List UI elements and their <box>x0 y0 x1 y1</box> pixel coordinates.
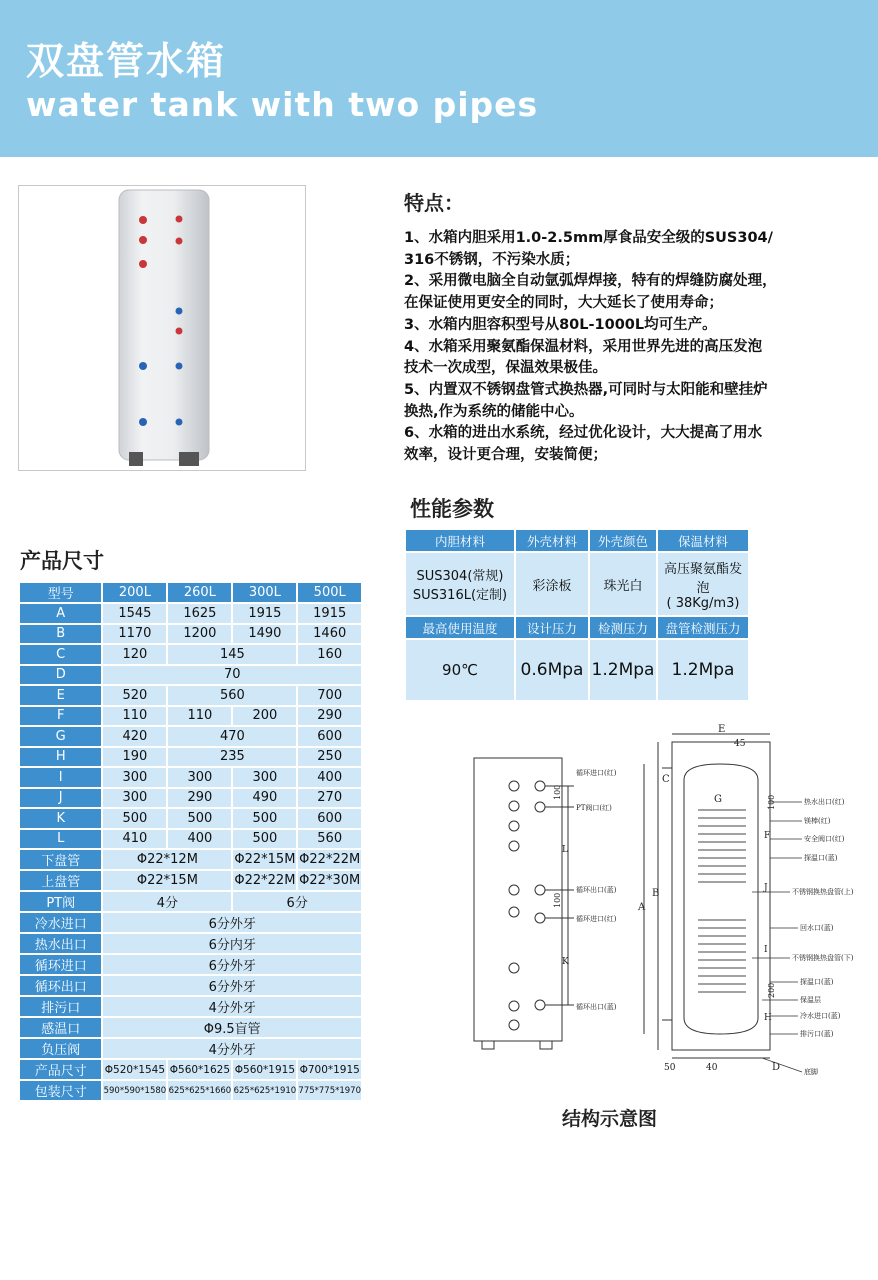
header-banner <box>0 0 878 157</box>
dim-H: H <box>764 1013 772 1023</box>
structure-diagram <box>462 720 872 1082</box>
table-row <box>19 996 362 1017</box>
table-cell: 500 <box>167 808 232 829</box>
table-header-cell: 500L <box>297 582 362 603</box>
inner-material-a: SUS304(常规) <box>416 569 504 584</box>
table-cell: 235 <box>167 747 297 768</box>
table-row <box>19 1080 362 1101</box>
table-cell: 700 <box>297 685 362 706</box>
table-row <box>19 726 362 747</box>
table-cell: 625*625*1660 <box>167 1080 232 1101</box>
row-label: J <box>19 788 102 809</box>
row-label: 负压阀 <box>19 1038 102 1059</box>
table-row <box>19 788 362 809</box>
table-header-cell: 内胆材料 <box>405 529 515 552</box>
table-header-cell: 盘管检测压力 <box>657 616 749 639</box>
leader-lines <box>752 802 802 1072</box>
row-label: 循环出口 <box>19 975 102 996</box>
table-cell: 6分外牙 <box>102 954 362 975</box>
table-header-cell: 200L <box>102 582 167 603</box>
table-cell: 1.2Mpa <box>657 639 749 701</box>
row-label: 下盘管 <box>19 849 102 870</box>
feature-line: 3、水箱内胆容积型号从80L-1000L均可生产。 <box>404 316 717 333</box>
table-cell: 90℃ <box>405 639 515 701</box>
table-cell: 190 <box>102 747 167 768</box>
table-cell: 4分 <box>102 891 232 912</box>
label-foot: 底脚 <box>804 1068 818 1076</box>
table-cell: Φ700*1915 <box>297 1059 362 1080</box>
dim-40: 40 <box>706 1063 718 1073</box>
table-row <box>19 685 362 706</box>
table-row <box>19 829 362 850</box>
table-cell: 470 <box>167 726 297 747</box>
performance-row <box>405 552 749 616</box>
table-header-cell: 外壳颜色 <box>589 529 657 552</box>
table-cell: 400 <box>297 767 362 788</box>
feature-line: 316不锈钢，不污染水质； <box>404 251 580 268</box>
table-cell: Φ9.5盲管 <box>102 1017 362 1038</box>
dim-C-top: C <box>662 774 670 785</box>
table-cell: Φ560*1915 <box>232 1059 297 1080</box>
table-row <box>19 665 362 686</box>
table-cell: 6分外牙 <box>102 912 362 933</box>
table-cell: 6分 <box>232 891 362 912</box>
table-row <box>19 767 362 788</box>
table-cell: Φ22*30M <box>297 870 362 891</box>
table-cell: 70 <box>102 665 362 686</box>
label-return: 回水口(蓝) <box>800 924 834 932</box>
insulation-a: 高压聚氨酯发泡 <box>663 561 742 596</box>
row-label: 冷水进口 <box>19 912 102 933</box>
label-hot-out: 热水出口(红) <box>804 798 845 806</box>
table-cell: Φ22*15M <box>102 870 232 891</box>
feature-line: 6、水箱的进出水系统，经过优化设计，大大提高了用水 <box>404 425 763 442</box>
table-cell: 0.6Mpa <box>515 639 589 701</box>
row-label: I <box>19 767 102 788</box>
feature-line: 1、水箱内胆采用1.0-2.5mm厚食品安全级的SUS304/ <box>404 230 773 246</box>
table-cell: 4分外牙 <box>102 1038 362 1059</box>
row-label: A <box>19 603 102 624</box>
label-circ-in-1: 循环进口(红) <box>576 769 617 777</box>
table-row <box>19 933 362 954</box>
row-label: L <box>19 829 102 850</box>
table-cell: 1915 <box>297 603 362 624</box>
page-title-en: water tank with two pipes <box>26 85 539 124</box>
table-cell: 490 <box>232 788 297 809</box>
table-row <box>19 1038 362 1059</box>
table-cell: 1200 <box>167 624 232 645</box>
inner-material-b: SUS316L(定制) <box>412 588 508 603</box>
table-cell: 珠光白 <box>589 552 657 616</box>
table-header-cell: 外壳材料 <box>515 529 589 552</box>
dim-L: L <box>562 845 568 855</box>
row-label: 包装尺寸 <box>19 1080 102 1101</box>
table-cell: 500 <box>232 829 297 850</box>
row-label: E <box>19 685 102 706</box>
feature-line: 2、采用微电脑全自动氩弧焊焊接，特有的焊缝防腐处理， <box>404 273 777 290</box>
table-cell: 290 <box>167 788 232 809</box>
table-header-cell: 300L <box>232 582 297 603</box>
page-title-cn: 双盘管水箱 <box>26 39 227 83</box>
table-cell: 775*775*1970 <box>297 1080 362 1101</box>
table-cell: Φ22*22M <box>232 870 297 891</box>
table-cell: 6分内牙 <box>102 933 362 954</box>
performance-header-row <box>405 529 749 552</box>
table-header-row <box>19 582 362 603</box>
table-cell: 560 <box>167 685 297 706</box>
table-cell: 300 <box>167 767 232 788</box>
feature-line: 5、内置双不锈钢盘管式换热器,可同时与太阳能和壁挂炉 <box>404 381 768 398</box>
table-row <box>19 849 362 870</box>
row-label: B <box>19 624 102 645</box>
table-cell: 4分外牙 <box>102 996 362 1017</box>
dim-I: I <box>764 945 768 955</box>
label-insulation: 保温层 <box>800 996 821 1004</box>
table-cell: 270 <box>297 788 362 809</box>
performance-table <box>404 528 750 702</box>
feature-line: 技术一次成型，保温效果极佳。 <box>404 360 607 377</box>
label-sensor-1: 探温口(蓝) <box>804 854 838 862</box>
row-label: 上盘管 <box>19 870 102 891</box>
features-title: 特点： <box>404 191 464 215</box>
dim-K: K <box>562 957 569 967</box>
label-cold-in: 冷水进口(蓝) <box>800 1012 841 1020</box>
table-cell: 410 <box>102 829 167 850</box>
label-safety-valve: 安全阀口(红) <box>804 835 845 843</box>
table-cell: 145 <box>167 644 297 665</box>
dim-J: J <box>764 883 768 893</box>
row-label: G <box>19 726 102 747</box>
upper-coil <box>698 810 746 882</box>
label-circ-out-1: 循环出口(蓝) <box>576 886 617 894</box>
dim-100-a: 100 <box>553 784 562 800</box>
table-cell: 600 <box>297 808 362 829</box>
table-cell: 110 <box>102 706 167 727</box>
row-label: 循环进口 <box>19 954 102 975</box>
table-row <box>19 891 362 912</box>
product-photo-frame <box>18 185 306 471</box>
table-cell: 1460 <box>297 624 362 645</box>
table-row <box>19 706 362 727</box>
label-drain: 排污口(蓝) <box>800 1030 834 1038</box>
table-row <box>19 975 362 996</box>
table-cell: 1.2Mpa <box>589 639 657 701</box>
label-lower-coil: 不锈钢换热盘管(下) <box>792 954 854 962</box>
label-pt-valve: PT阀口(红) <box>576 804 612 812</box>
table-cell <box>657 552 749 616</box>
dim-45: 45 <box>734 739 746 749</box>
table-cell: 1915 <box>232 603 297 624</box>
performance-title: 性能参数 <box>410 497 494 521</box>
table-cell: 500 <box>102 808 167 829</box>
table-cell: 300 <box>102 788 167 809</box>
table-cell: Φ22*15M <box>232 849 297 870</box>
label-mg-rod: 镁棒(红) <box>804 817 831 825</box>
table-cell: 300 <box>102 767 167 788</box>
table-cell: 560 <box>297 829 362 850</box>
table-cell: 彩涂板 <box>515 552 589 616</box>
table-row <box>19 747 362 768</box>
table-cell: 500 <box>232 808 297 829</box>
table-cell: 120 <box>102 644 167 665</box>
performance-row <box>405 639 749 701</box>
water-tank-photo <box>19 186 305 470</box>
table-cell: 200 <box>232 706 297 727</box>
table-row <box>19 954 362 975</box>
sizes-title: 产品尺寸 <box>20 549 104 573</box>
feature-line: 4、水箱采用聚氨酯保温材料，采用世界先进的高压发泡 <box>404 338 763 355</box>
table-header-cell: 型号 <box>19 582 102 603</box>
table-cell: 520 <box>102 685 167 706</box>
dim-100-b: 100 <box>553 892 562 908</box>
table-cell <box>405 552 515 616</box>
table-row <box>19 644 362 665</box>
table-cell: Φ520*1545 <box>102 1059 167 1080</box>
table-cell: 1625 <box>167 603 232 624</box>
label-sensor-2: 探温口(蓝) <box>800 978 834 986</box>
table-cell: 110 <box>167 706 232 727</box>
row-label: 感温口 <box>19 1017 102 1038</box>
table-header-cell: 设计压力 <box>515 616 589 639</box>
row-label: C <box>19 644 102 665</box>
table-row <box>19 912 362 933</box>
label-circ-out-2: 循环出口(蓝) <box>576 1003 617 1011</box>
table-cell: 420 <box>102 726 167 747</box>
table-cell: 290 <box>297 706 362 727</box>
row-label: 排污口 <box>19 996 102 1017</box>
dim-A: A <box>638 902 646 913</box>
row-label: F <box>19 706 102 727</box>
table-row <box>19 603 362 624</box>
dim-100-c: 100 <box>767 794 776 810</box>
table-row <box>19 1059 362 1080</box>
table-header-cell: 260L <box>167 582 232 603</box>
dim-D: D <box>772 1062 781 1073</box>
table-row <box>19 1017 362 1038</box>
table-cell: 590*590*1580 <box>102 1080 167 1101</box>
row-label: 热水出口 <box>19 933 102 954</box>
row-label: K <box>19 808 102 829</box>
feature-line: 在保证使用更安全的同时，大大延长了使用寿命； <box>404 295 723 312</box>
table-cell: Φ22*22M <box>297 849 362 870</box>
table-row <box>19 624 362 645</box>
table-cell: 160 <box>297 644 362 665</box>
table-cell: 6分外牙 <box>102 975 362 996</box>
row-label: PT阀 <box>19 891 102 912</box>
dim-B: B <box>652 888 660 899</box>
table-cell: 1170 <box>102 624 167 645</box>
dim-E: E <box>718 724 726 735</box>
table-row <box>19 808 362 829</box>
table-cell: Φ560*1625 <box>167 1059 232 1080</box>
table-cell: 600 <box>297 726 362 747</box>
table-cell: 1490 <box>232 624 297 645</box>
row-label: H <box>19 747 102 768</box>
performance-header-row <box>405 616 749 639</box>
dim-G: G <box>714 794 722 805</box>
table-header-cell: 最高使用温度 <box>405 616 515 639</box>
table-row <box>19 870 362 891</box>
table-cell: 1545 <box>102 603 167 624</box>
feature-line: 效率，设计更合理，安装简便； <box>404 447 607 464</box>
row-label: 产品尺寸 <box>19 1059 102 1080</box>
label-upper-coil: 不锈钢换热盘管(上) <box>792 888 854 896</box>
dim-200: 200 <box>767 982 776 998</box>
diagram-caption: 结构示意图 <box>562 1108 658 1130</box>
insulation-b: ( 38Kg/m3) <box>666 595 740 611</box>
dim-F: F <box>764 831 771 841</box>
row-label: D <box>19 665 102 686</box>
table-header-cell: 检测压力 <box>589 616 657 639</box>
table-cell: 400 <box>167 829 232 850</box>
table-header-cell: 保温材料 <box>657 529 749 552</box>
dim-50: 50 <box>664 1063 676 1073</box>
label-circ-in-2: 循环进口(红) <box>576 915 617 923</box>
feature-line: 换热,作为系统的储能中心。 <box>404 403 584 420</box>
size-table <box>18 581 363 1102</box>
table-cell: 250 <box>297 747 362 768</box>
table-cell: 300 <box>232 767 297 788</box>
lower-coil <box>698 920 746 992</box>
features-list <box>404 228 864 467</box>
table-cell: 625*625*1910 <box>232 1080 297 1101</box>
table-cell: Φ22*12M <box>102 849 232 870</box>
